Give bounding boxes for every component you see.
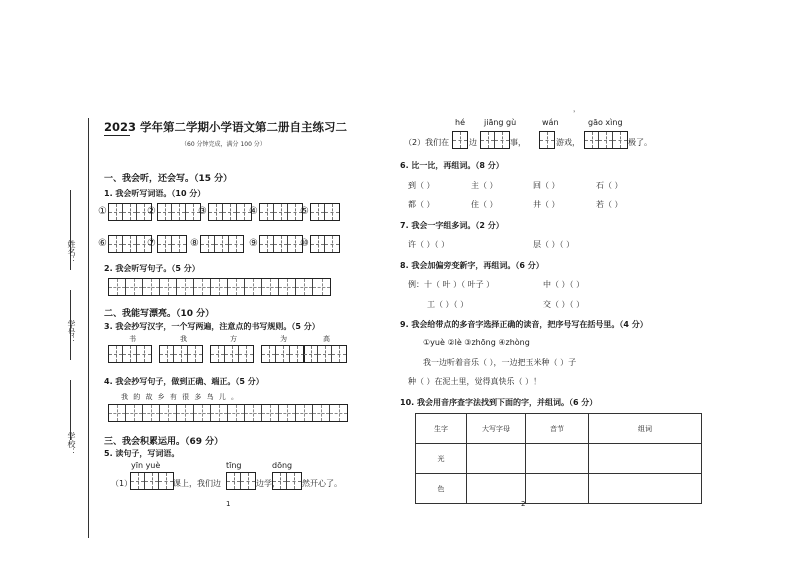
table-cell[interactable] bbox=[589, 444, 702, 474]
page-number: 1 bbox=[226, 500, 231, 508]
table-header-row bbox=[416, 414, 702, 444]
pinyin: tīng bbox=[226, 461, 242, 470]
item-number: ⑤ bbox=[300, 206, 309, 217]
compare-item: 井（ ） bbox=[533, 200, 560, 209]
word-grid[interactable] bbox=[259, 235, 303, 253]
sentence-grid[interactable] bbox=[108, 404, 348, 422]
multi-word-item: 层（ ）（ ） bbox=[533, 240, 575, 249]
sentence-index: （2）我们在 bbox=[404, 138, 450, 147]
question-3: 3. 我会抄写汉字，一个写两遍，注意点的书写规则。（5 分） bbox=[104, 322, 320, 331]
sentence-text: 边 bbox=[469, 138, 477, 147]
char-grid[interactable] bbox=[159, 345, 203, 363]
compare-item: 回（ ） bbox=[533, 181, 560, 190]
model-sentence: 我 的 故 乡 有 很 多 鸟 儿 。 bbox=[121, 393, 240, 401]
sentence-text: 课上，我们边 bbox=[173, 479, 221, 488]
item-number: ⑦ bbox=[147, 238, 156, 249]
polyphone-sentence: 我一边听着音乐（ ），一边把玉米种（ ）子 bbox=[423, 358, 577, 367]
table-header: 生字 bbox=[416, 414, 467, 444]
table-row bbox=[416, 444, 702, 474]
table-cell[interactable] bbox=[467, 474, 526, 504]
item-number: ⑩ bbox=[300, 238, 309, 249]
corner-mark: ， bbox=[573, 105, 580, 113]
compare-item: 若（ ） bbox=[596, 200, 623, 209]
sentence-text: 边学， bbox=[256, 479, 280, 488]
polyphone-sentence: 种（ ）在泥土里，觉得真快乐（ ）！ bbox=[408, 377, 542, 386]
radical-item: 中（ ）（ ） bbox=[543, 280, 585, 289]
sentence-text: 事， bbox=[510, 138, 526, 147]
compare-item: 主（ ） bbox=[471, 181, 498, 190]
index-lookup-table bbox=[415, 413, 702, 504]
item-number: ① bbox=[98, 206, 107, 217]
table-header: 大写字母 bbox=[467, 414, 526, 444]
char-grid[interactable] bbox=[303, 345, 347, 363]
radical-item: 工（ ）（ ） bbox=[427, 300, 469, 309]
word-grid[interactable] bbox=[310, 203, 340, 221]
compare-item: 住（ ） bbox=[471, 200, 498, 209]
word-grid[interactable] bbox=[208, 203, 252, 221]
section-2-heading: 二、我能写漂亮。（10 分） bbox=[104, 309, 215, 319]
model-char: 书 bbox=[129, 335, 136, 343]
question-5: 5. 读句子，写词语。 bbox=[104, 449, 180, 458]
pinyin: dōng bbox=[272, 461, 293, 470]
word-grid[interactable] bbox=[157, 203, 201, 221]
item-number: ⑥ bbox=[98, 238, 107, 249]
name-label: 姓名： bbox=[67, 240, 76, 264]
school-label: 学校： bbox=[67, 432, 76, 456]
table-cell[interactable] bbox=[526, 474, 589, 504]
sentence-text: 极了。 bbox=[628, 138, 652, 147]
pinyin: gāo xìng bbox=[588, 118, 623, 127]
table-cell[interactable] bbox=[589, 474, 702, 504]
word-grid[interactable] bbox=[480, 131, 510, 149]
word-grid[interactable] bbox=[259, 203, 303, 221]
pinyin: yīn yuè bbox=[131, 461, 161, 470]
sentence-text: 游戏， bbox=[556, 138, 580, 147]
item-number: ⑨ bbox=[249, 238, 258, 249]
table-cell: 光 bbox=[416, 444, 467, 474]
word-grid[interactable] bbox=[272, 472, 302, 490]
word-grid[interactable] bbox=[226, 472, 256, 490]
multi-word-item: 许（ ）（ ） bbox=[408, 240, 450, 249]
sentence-index: （1） bbox=[111, 479, 133, 488]
sentence-text: 然开心了。 bbox=[302, 479, 342, 488]
compare-item: 石（ ） bbox=[596, 181, 623, 190]
section-1-heading: 一、我会听，还会写。（15 分） bbox=[104, 174, 233, 184]
class-write-line bbox=[70, 380, 71, 440]
table-row bbox=[416, 474, 702, 504]
item-number: ② bbox=[147, 206, 156, 217]
word-grid[interactable] bbox=[539, 131, 555, 149]
table-cell[interactable] bbox=[526, 444, 589, 474]
table-header: 组词 bbox=[589, 414, 702, 444]
pronunciation-options: ①yuè ②lè ③zhōng ④zhòng bbox=[423, 338, 530, 347]
question-4: 4. 我会抄写句子，做到正确、端正。（5 分） bbox=[104, 377, 264, 386]
word-grid[interactable] bbox=[108, 235, 152, 253]
word-grid[interactable] bbox=[130, 472, 174, 490]
sentence-grid[interactable] bbox=[108, 278, 331, 296]
radical-item: 例：十（ 叶 ）（ 叶子 ） bbox=[408, 280, 495, 289]
question-6: 6. 比一比，再组词。（8 分） bbox=[400, 161, 504, 170]
radical-item: 交（ ）（ ） bbox=[543, 300, 585, 309]
char-grid[interactable] bbox=[261, 345, 305, 363]
question-1: 1. 我会听写词语。（10 分） bbox=[104, 189, 206, 198]
table-cell[interactable] bbox=[467, 444, 526, 474]
item-number: ④ bbox=[249, 206, 258, 217]
item-number: ⑧ bbox=[190, 238, 199, 249]
table-header: 音节 bbox=[526, 414, 589, 444]
pinyin: hé bbox=[455, 118, 465, 127]
page-subtitle: （60 分钟完成，满分 100 分） bbox=[181, 141, 266, 148]
word-grid[interactable] bbox=[108, 203, 152, 221]
model-char: 为 bbox=[280, 335, 287, 343]
model-char: 我 bbox=[180, 335, 187, 343]
question-2: 2. 我会听写句子。（5 分） bbox=[104, 264, 200, 273]
char-grid[interactable] bbox=[108, 345, 152, 363]
question-9: 9. 我会给带点的多音字选择正确的读音，把序号写在括号里。（4 分） bbox=[400, 320, 648, 329]
pinyin: wán bbox=[542, 118, 559, 127]
word-grid[interactable] bbox=[584, 131, 628, 149]
compare-item: 都（ ） bbox=[408, 200, 435, 209]
question-7: 7. 我会一字组多词。（2 分） bbox=[400, 221, 504, 230]
section-3-heading: 三、我会积累运用。（69 分） bbox=[104, 437, 224, 447]
question-10: 10. 我会用音序查字法找到下面的字，并组词。（6 分） bbox=[400, 398, 598, 407]
model-char: 方 bbox=[230, 335, 237, 343]
word-grid[interactable] bbox=[200, 235, 244, 253]
binding-line bbox=[88, 118, 89, 538]
char-grid[interactable] bbox=[210, 345, 254, 363]
word-grid[interactable] bbox=[310, 235, 340, 253]
compare-item: 到（ ） bbox=[408, 181, 435, 190]
title-underline bbox=[104, 135, 130, 136]
question-8: 8. 我会加偏旁变新字，再组词。（6 分） bbox=[400, 261, 544, 270]
student-id-label: 学号： bbox=[67, 320, 76, 344]
page-number: 2 bbox=[521, 500, 526, 508]
page-title: 2023 学年第二学期小学语文第二册自主练习二 bbox=[104, 120, 348, 134]
word-grid[interactable] bbox=[452, 131, 468, 149]
table-cell: 色 bbox=[416, 474, 467, 504]
pinyin: jiāng gù bbox=[484, 118, 517, 127]
model-char: 高 bbox=[323, 335, 330, 343]
word-grid[interactable] bbox=[157, 235, 187, 253]
item-number: ③ bbox=[198, 206, 207, 217]
